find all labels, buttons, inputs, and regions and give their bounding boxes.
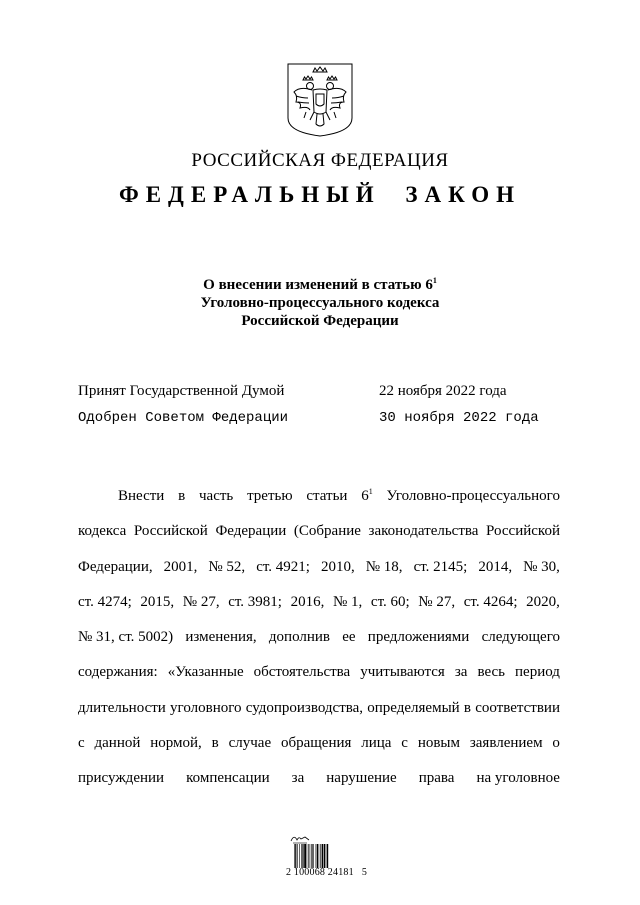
body-word: нарушение (326, 770, 397, 787)
council-approval-label: Одобрен Советом Федерации (78, 410, 289, 426)
barcode-bar (326, 844, 327, 868)
body-word: Уголовно-процессуального (386, 488, 560, 504)
barcode-bar (320, 844, 321, 868)
body-word: законодательства (368, 523, 479, 540)
body-word: с (401, 735, 408, 752)
barcode-bar (310, 844, 311, 868)
body-word: новым (417, 735, 460, 752)
body-word: присуждении (78, 770, 165, 787)
body-word: весь (477, 664, 505, 681)
body-word: кодекса (78, 523, 127, 540)
body-word: Федерации, (78, 558, 153, 575)
body-word: Российской (486, 523, 560, 540)
body-word: предложениями (367, 629, 470, 646)
body-line (78, 770, 560, 805)
barcode-number: 2 100068 24181 5 (286, 867, 368, 878)
body-word: за (454, 664, 468, 681)
law-title-line-2: Уголовно-процессуального кодекса (200, 295, 440, 311)
body-word: за (291, 770, 305, 787)
body-word: № 27, (182, 593, 220, 610)
body-line (78, 700, 560, 735)
body-word: учитываются (360, 664, 445, 681)
russian-coat-of-arms-emblem (286, 62, 354, 138)
body-word: № 52, (208, 558, 246, 575)
body-word: № 31, ст. 5002) (78, 629, 174, 646)
body-word: третью (247, 488, 293, 504)
barcode-bar (324, 844, 325, 868)
duma-adoption-label: Принят Государственной Думой (78, 383, 285, 399)
barcode-bar (308, 844, 309, 868)
body-word: лица (361, 735, 392, 752)
duma-adoption-date: 22 ноября 2022 года (379, 383, 507, 399)
body-word: с (78, 735, 85, 752)
body-word: 2015, (140, 593, 175, 610)
body-line (78, 488, 560, 523)
barcode-bar (311, 844, 312, 868)
body-word: содержания: (78, 664, 158, 681)
body-word: (Собрание (293, 523, 361, 540)
body-word: $6^1$ (361, 487, 373, 504)
body-line (78, 559, 560, 594)
barcode-bar (297, 844, 298, 868)
barcode-bar (317, 844, 318, 868)
handwritten-mark-icon (289, 832, 311, 844)
law-title-line-1: О внесении изменений в статью $6^1$ (203, 276, 437, 293)
law-body-paragraph (78, 488, 560, 806)
body-word: ст. 4264; (463, 593, 518, 610)
barcode-bar (301, 844, 302, 868)
body-word: Федерации (215, 523, 287, 540)
body-word: 2010, (320, 558, 355, 575)
body-line (78, 594, 560, 629)
body-word: соответствии (475, 699, 560, 716)
barcode-bar (322, 844, 324, 868)
body-word: в (211, 735, 219, 752)
body-word: № 18, (365, 558, 403, 575)
body-word: часть (199, 488, 234, 504)
barcode (294, 844, 344, 868)
body-word: о (552, 735, 560, 752)
body-word: ст. 4921; (256, 558, 310, 575)
body-word: длительности (78, 699, 166, 716)
council-approval-date: 30 ноября 2022 года (379, 410, 539, 426)
body-word: 2020, (526, 593, 560, 610)
body-word: № 27, (418, 593, 456, 610)
body-word: № 30, (523, 558, 560, 575)
body-word: судопроизводства, (245, 699, 364, 716)
body-word: ст. 2145; (413, 558, 468, 575)
body-word: обращения (280, 735, 352, 752)
body-word: 2014, (478, 558, 513, 575)
body-word: ее (342, 629, 356, 646)
law-title-line-3: Российской Федерации (241, 313, 399, 329)
barcode-bar (327, 844, 328, 868)
body-word: Внести (118, 488, 165, 504)
law-title (0, 276, 640, 330)
body-word: ст. 60; (370, 593, 410, 610)
body-word: ст. 4274; (78, 593, 132, 610)
body-word: 2001, (163, 558, 198, 575)
barcode-bar (299, 844, 300, 868)
body-word: нормой, (150, 735, 202, 752)
body-word: в (178, 488, 186, 504)
body-word: данной (94, 735, 141, 752)
barcode-bar (302, 844, 303, 868)
barcode-bar (295, 844, 296, 868)
barcode-bar (294, 844, 295, 868)
body-word: уголовного (170, 699, 242, 716)
body-word: ст. 3981; (228, 593, 282, 610)
body-word: следующего (481, 629, 560, 646)
barcode-bar (316, 844, 317, 868)
body-word: заявлением (469, 735, 543, 752)
body-word: обстоятельства (253, 664, 351, 681)
barcode-bar (313, 844, 314, 868)
body-word: в (463, 699, 471, 716)
body-word: изменения, (185, 629, 257, 646)
barcode-bar (319, 844, 320, 868)
body-word: определяемый (367, 699, 460, 716)
barcode-bar (304, 844, 306, 868)
body-word: права (418, 770, 455, 787)
body-line (78, 735, 560, 770)
body-word: период (515, 664, 560, 681)
body-word: компенсации (186, 770, 270, 787)
body-word: 2016, (290, 593, 325, 610)
country-heading: РОССИЙСКАЯ ФЕДЕРАЦИЯ (191, 150, 449, 171)
document-type-heading: ФЕДЕРАЛЬНЫЙ ЗАКОН (118, 182, 522, 207)
body-word: Российской (133, 523, 208, 540)
body-line (78, 629, 560, 664)
body-line (78, 664, 560, 699)
body-word: случае (228, 735, 272, 752)
body-word: № 1, (332, 593, 363, 610)
body-word: дополнив (268, 629, 330, 646)
body-word: на уголовное (476, 770, 560, 787)
body-word: статьи (306, 488, 348, 504)
body-line (78, 523, 560, 558)
body-word: «Указанные (167, 664, 244, 681)
barcode-bar (307, 844, 308, 868)
